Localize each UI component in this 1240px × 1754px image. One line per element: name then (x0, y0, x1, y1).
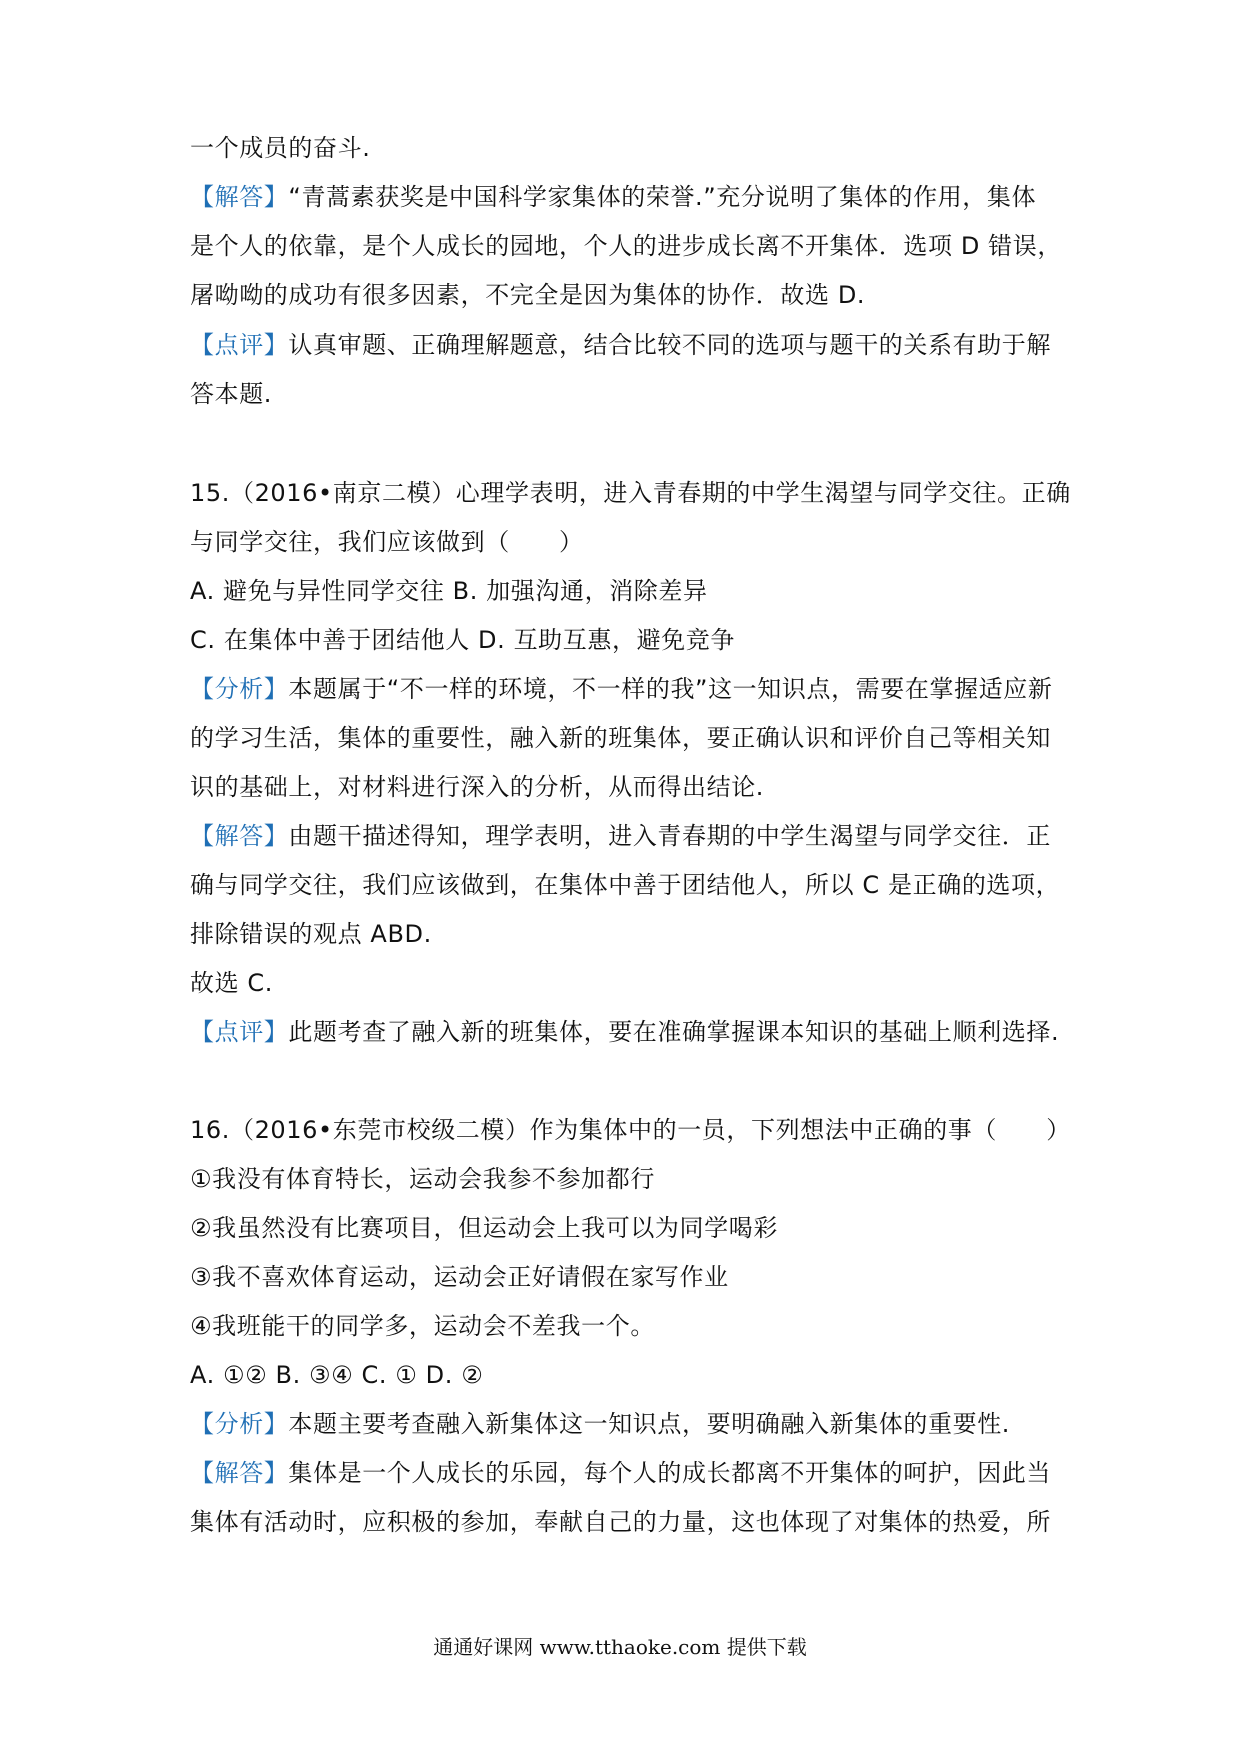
line-text: 排除错误的观点 ABD. (190, 920, 432, 948)
line-text: 15.（2016•南京二模）心理学表明，进入青春期的中学生渴望与同学交往。正确 (190, 479, 1071, 507)
text-line (190, 722, 1065, 754)
line-text: ①我没有体育特长，运动会我参不参加都行 (190, 1165, 655, 1193)
line-text: 一个成员的奋斗. (190, 134, 371, 162)
line-text: 由题干描述得知，理学表明，进入青春期的中学生渴望与同学交往．正 (288, 822, 1052, 850)
text-line (190, 575, 1065, 607)
line-text: A. 避免与异性同学交往 B. 加强沟通，消除差异 (190, 577, 708, 605)
line-text: 确与同学交往，我们应该做到，在集体中善于团结他人，所以 C 是正确的选项， (190, 871, 1061, 899)
line-text: 此题考查了融入新的班集体，要在准确掌握课本知识的基础上顺利选择. (288, 1018, 1060, 1046)
text-line (190, 918, 1065, 950)
text-line (190, 230, 1065, 262)
text-line (190, 132, 1065, 164)
text-line (190, 967, 1065, 999)
line-text: ②我虽然没有比赛项目，但运动会上我可以为同学喝彩 (190, 1214, 778, 1242)
line-text: 与同学交往，我们应该做到（ ） (190, 528, 584, 556)
section-tag: 【分析】 (190, 675, 289, 703)
line-text: 集体是一个人成长的乐园，每个人的成长都离不开集体的呵护，因此当 (288, 1459, 1052, 1487)
line-text: “青蒿素获奖是中国科学家集体的荣誉.”充分说明了集体的作用，集体 (288, 183, 1037, 211)
line-text: C. 在集体中善于团结他人 D. 互助互惠，避免竞争 (190, 626, 735, 654)
line-text: 16.（2016•东莞市校级二模）作为集体中的一员，下列想法中正确的事（ ） (190, 1116, 1071, 1144)
line-text: 答本题. (190, 380, 273, 408)
text-line (190, 771, 1065, 803)
text-line (190, 624, 1065, 656)
line-text: 集体有活动时，应积极的参加，奉献自己的力量，这也体现了对集体的热爱，所 (190, 1508, 1051, 1536)
page-footer: 通通好课网 www.tthaoke.com 提供下载 (433, 1635, 807, 1659)
text-line (190, 181, 1065, 213)
text-line (190, 1114, 1071, 1146)
text-line (190, 869, 1065, 901)
text-line (190, 1310, 1065, 1342)
section-tag: 【分析】 (190, 1410, 289, 1438)
text-line (190, 378, 1065, 410)
section-tag: 【解答】 (190, 183, 289, 211)
text-line (190, 1359, 1065, 1391)
text-line (190, 1212, 1065, 1244)
line-text: 本题主要考查融入新集体这一知识点，要明确融入新集体的重要性. (288, 1410, 1011, 1438)
text-line (190, 820, 1065, 852)
section-tag: 【解答】 (190, 822, 289, 850)
text-line (190, 1016, 1065, 1048)
line-text: 认真审题、正确理解题意，结合比较不同的选项与题干的关系有助于解 (288, 331, 1052, 359)
line-text: 识的基础上，对材料进行深入的分析，从而得出结论. (190, 773, 765, 801)
text-line (190, 1261, 1065, 1293)
line-text: 屠呦呦的成功有很多因素，不完全是因为集体的协作．故选 D. (190, 281, 866, 309)
text-line (190, 477, 1071, 509)
text-line (190, 673, 1065, 705)
text-line (190, 526, 1065, 558)
line-text: 的学习生活，集体的重要性，融入新的班集体，要正确认识和评价自己等相关知 (190, 724, 1051, 752)
text-line (190, 329, 1065, 361)
line-text: ③我不喜欢体育运动，运动会正好请假在家写作业 (190, 1263, 729, 1291)
line-text: 故选 C. (190, 969, 274, 997)
section-tag: 【解答】 (190, 1459, 289, 1487)
line-text: A. ①② B. ③④ C. ① D. ② (190, 1361, 484, 1389)
section-tag: 【点评】 (190, 331, 289, 359)
section-tag: 【点评】 (190, 1018, 289, 1046)
line-text: 本题属于“不一样的环境，不一样的我”这一知识点，需要在掌握适应新 (288, 675, 1053, 703)
text-line (190, 1506, 1065, 1538)
line-text: 是个人的依靠，是个人成长的园地，个人的进步成长离不开集体．选项 D 错误， (190, 232, 1062, 260)
text-line (190, 279, 1065, 311)
text-line (190, 1408, 1065, 1440)
text-line (190, 1163, 1065, 1195)
text-line (190, 1457, 1065, 1489)
line-text: ④我班能干的同学多，运动会不差我一个。 (190, 1312, 655, 1340)
